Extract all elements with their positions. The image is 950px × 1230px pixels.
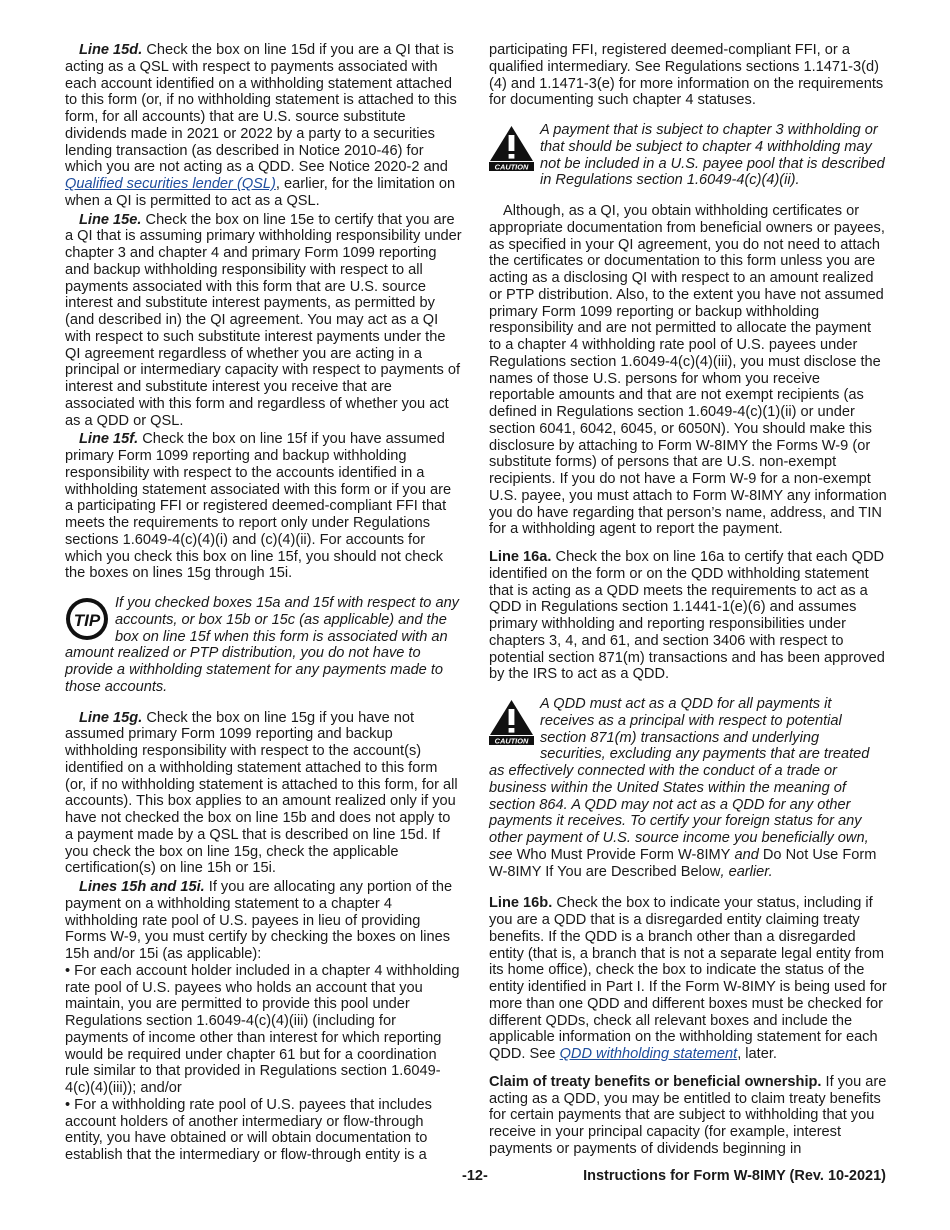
right-column xyxy=(489,42,887,1158)
line-15g-text: Check the box on line 15g if you have not assumed primary Form 1099 reporting and backup withholding responsibility with respect to the account(s) identified on a withholding statement attached to this form (or, if no withholding statement is attached to this form, for all accounts). This box applies to an amount realized only if you have not checked the box on line 15b and does not apply to a payment made by a QSL that is described on line 15d. If you check the box on line 15g, check the applicable certification(s) on line 15h or 15i. xyxy=(65,709,458,877)
tip-icon-text: TIP xyxy=(73,611,101,630)
caution-icon xyxy=(489,699,534,745)
line-16a-text: Check the box on line 16a to certify that each QDD identified on the form or on the QDD withholding statement that is acting as a QDD meets the requirements to act as a QDD in Regulations section 1.1441-1(e)(6) and assumes primary withholding and reporting responsibilities under chapters 3, 4, and 61, and section 3406 with respect to potential section 871(m) transactions and has been approved by the IRS to act as a QDD. xyxy=(489,549,885,683)
tip-note xyxy=(65,595,462,696)
bullet-icon: • xyxy=(65,1096,75,1113)
line-15d-text-b: , earlier, for the limitation on when a QI is permitted to act as a QSL. xyxy=(65,176,456,209)
although-paragraph: Although, as a QI, you obtain withholding certificates or appropriate documentation from beneficial owners or payees, as specified in your QI agreement, you do not need to attach the certificates or documentation to this form unless you are acting as a disclosing QI with respect to an amount realized or PTP distribution. Also, to the extent you have not assumed primary Form 1099 reporting or backup withholding responsibility and are not permitted to allocate the payment to a chapter 4 withholding rate pool of U.S. payees under Regulations section 1.6049-4(c)(4)(iii), you must disclose the names of those U.S. persons for whom you receive reportable amounts and that are not exempt recipients (as defined in Regulations section 1.6049-4(c)(1)(ii) or under section 6041, 6042, 6045, or 6050N). You should make this disclosure by attaching to Form W-8IMY the Forms W-9 (or substitute forms) of persons that are U.S. non-exempt recipients. If you do not have a Form W-9 for a non-exempt U.S. payee, you must attach to Form W-8IMY any information you do have regarding that person’s name, address, and TIN for a withholding agent to report the payment. xyxy=(489,203,887,538)
line-15d-text-a: Check the box on line 15d if you are a QI that is acting as a QSL with respect to payments associated with each account identified on a withholding statement attached to this form (or, if no withholding statement is attached to this form, for all accounts) that are U.S. source substitute dividends made in 2021 or 2022 by a party to a securities lending transaction (as described in Notice 2010-46) for which you are not acting as a QDD. See Notice 2020-2 and xyxy=(65,42,457,176)
line-15g-label: Line 15g. xyxy=(79,709,143,726)
caution-icon-text: CAUTION xyxy=(494,736,529,745)
line-16b-text-b: , later. xyxy=(737,1046,777,1062)
caution-2-ref-2: Do Not Use Form W-8IMY If You are Described Below xyxy=(489,846,877,880)
footer-doc-title: Instructions for Form W-8IMY (Rev. 10-2021) xyxy=(583,1168,886,1184)
caution-note-2 xyxy=(489,696,887,880)
continued-paragraph: participating FFI, registered deemed-compliant FFI, or a qualified intermediary. See Regulations sections 1.1471-3(d)(4) and 1.1471-3(e) for more information on the requirements for documenting such chapter 4 statuses. xyxy=(489,42,884,109)
qsl-link[interactable]: Qualified securities lender (QSL) xyxy=(65,176,276,192)
bullet-2-text: For a withholding rate pool of U.S. payees that includes account holders of another intermediary or flow-through entity, you have obtained or will obtain documentation to establish that the intermediary or flow-through entity is a xyxy=(65,1096,432,1163)
tip-icon xyxy=(65,597,109,641)
line-15d-paragraph xyxy=(65,42,462,210)
caution-2-ref-1: Who Must Provide Form W-8IMY xyxy=(516,846,731,863)
caution-icon xyxy=(489,125,534,171)
lines-15h-15i-paragraph xyxy=(65,879,462,963)
line-15d-label: Line 15d. xyxy=(79,42,143,58)
line-16a-paragraph xyxy=(489,549,887,683)
caution-icon-text: CAUTION xyxy=(494,162,529,171)
line-15f-label: Line 15f. xyxy=(79,431,139,448)
line-16a-label: Line 16a. xyxy=(489,549,552,565)
tip-text: If you checked boxes 15a and 15f with respect to any accounts, or box 15b or 15c (as applicable) and the box on line 15f when this form is associated with an amount realized or PTP distribution, you do not have to provide a withholding statement for any payments made to those accounts. xyxy=(65,595,459,695)
line-15f-paragraph xyxy=(65,431,462,582)
line-15e-paragraph xyxy=(65,212,462,430)
qdd-withholding-statement-link[interactable]: QDD withholding statement xyxy=(559,1046,738,1062)
line-15f-text: Check the box on line 15f if you have assumed primary Form 1099 reporting and backup withholding responsibility with respect to the accounts identified in a withholding statement associated with this form or if you are a participating FFI or registered deemed-compliant FFI that meets the requirements to report only under Regulations sections 1.6049-4(c)(4)(i) and (c)(4)(ii). For accounts for which you check this box on line 15f, you should not check the boxes on lines 15g through 15i. xyxy=(65,431,452,582)
claim-paragraph xyxy=(489,1074,887,1158)
bullet-item-2 xyxy=(65,1097,462,1164)
line-16b-text-a: Check the box to indicate your status, including if you are a QDD that is a disregarded entity claiming treaty benefits. If the QDD is a branch other than a disregarded entity (that is, a branch that is not a separate legal entity from its home office), check the box to indicate the status of the entity identified in Part I. If the Form W-8IMY is being used for more than one QDD and different boxes must be checked for different QDDs, check all relevant boxes and include the applicable information on the withholding statement for each QDD. See xyxy=(489,895,887,1062)
line-15g-paragraph xyxy=(65,710,462,878)
lines-15h-15i-text: If you are allocating any portion of the payment on a withholding statement to a chapter 4 withholding rate pool of U.S. payees in lieu of providing Forms W-9, you must certify by checking the boxes on lines 15h and/or 15i (as applicable): xyxy=(65,879,453,962)
line-15e-label: Line 15e. xyxy=(79,211,142,228)
lines-15h-15i-label: Lines 15h and 15i. xyxy=(79,879,205,895)
left-column xyxy=(65,42,462,1164)
caution-1-text: A payment that is subject to chapter 3 withholding or that should be subject to chapter 4 withholding may not be included in a U.S. payee pool that is described in Regulations section 1.6049-4(c)(4)(ii). xyxy=(540,122,885,189)
line-16b-paragraph xyxy=(489,895,887,1063)
caution-2-text-c: , earlier. xyxy=(720,863,773,880)
bullet-icon: • xyxy=(65,962,75,979)
page-footer xyxy=(0,1168,950,1188)
line-16b-label: Line 16b. xyxy=(489,895,553,912)
page-number: -12- xyxy=(462,1168,488,1184)
bullet-1-text: For each account holder included in a chapter 4 withholding rate pool of U.S. payees who holds an account that you maintain, you are permitted to provide this pool under Regulations section 1.6049-4(c)(4)(iii) (including for payments of income other than interest for which reporting would be required under chapter 61 but for a coordination rule similar to that provided in Regulations section 1.6049-4(c)(4)(iii)); and/or xyxy=(65,962,460,1096)
line-15e-text: Check the box on line 15e to certify that you are a QI that is assuming primary withholding responsibility under chapter 3 and chapter 4 and primary Form 1099 reporting and backup withholding responsibility with respect to all payments associated with this form that are U.S. source interest and substitute interest payments, as permitted by (and described in) the QI agreement. You may act as a QI with respect to such substitute interest payments under the QI agreement regardless of whether you are acting in a principal or intermediary capacity with respect to payments of interest and substitute interest you receive that are associated with this form and regardless of whether you act as a QDD or QSL. xyxy=(65,211,462,429)
caution-2-text-b: and xyxy=(730,846,763,863)
caution-2-text-a: A QDD must act as a QDD for all payments it receives as a principal with respect to potential section 871(m) transactions and underlying securities, excluding any payments that are treated as effectively connected with the conduct of a trade or business within the United States within the meaning of section 864. A QDD may not act as a QDD for any other payments it receives. To certify your foreign status for any other payment of U.S. source income you beneficially own, see xyxy=(489,696,870,863)
claim-label: Claim of treaty benefits or beneficial ownership. xyxy=(489,1073,822,1090)
bullet-item-1 xyxy=(65,963,462,1097)
caution-note-1 xyxy=(489,122,887,189)
claim-text: If you are acting as a QDD, you may be entitled to claim treaty benefits for certain payments that are subject to withholding that you receive in your principal capacity (for example, interest payments or payments of dividends beginning in xyxy=(489,1073,887,1157)
